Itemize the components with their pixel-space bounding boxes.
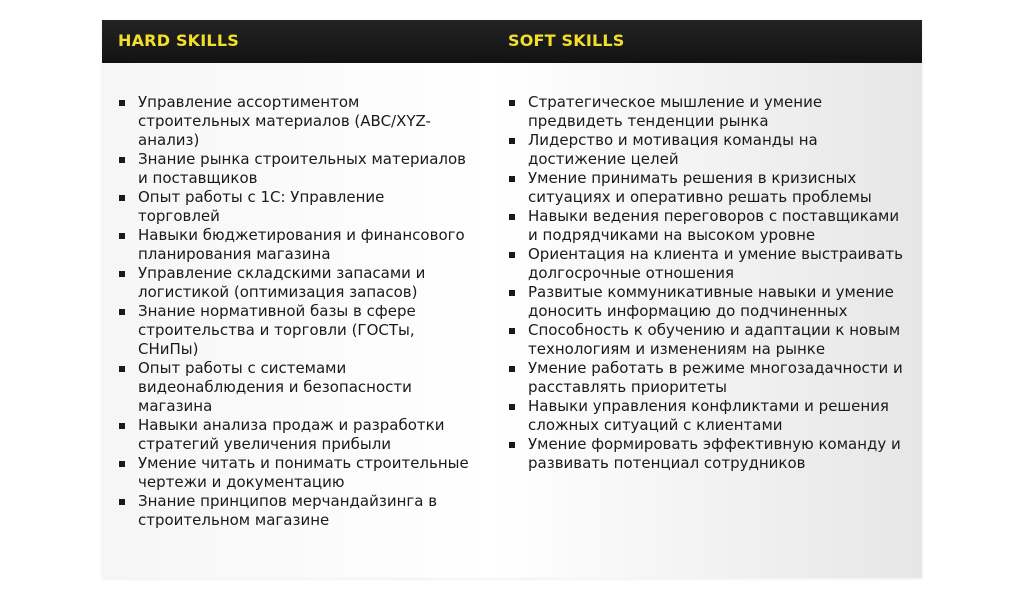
soft-skill-item: Умение формировать эффективную команду и развивать потенциал сотрудников <box>508 435 908 473</box>
hard-skill-item: Знание нормативной базы в сфере строительства и торговли (ГОСТы, СНиПы) <box>118 302 470 359</box>
soft-skill-item: Способность к обучению и адаптации к новым технологиям и изменениям на рынке <box>508 321 908 359</box>
skills-card <box>102 20 922 578</box>
hard-skill-item: Навыки анализа продаж и разработки стратегий увеличения прибыли <box>118 416 470 454</box>
hard-skills-list <box>118 93 470 530</box>
soft-skill-item: Развитые коммуникативные навыки и умение доносить информацию до подчиненных <box>508 283 908 321</box>
soft-skill-item: Ориентация на клиента и умение выстраивать долгосрочные отношения <box>508 245 908 283</box>
soft-skill-item: Лидерство и мотивация команды на достижение целей <box>508 131 908 169</box>
hard-skill-item: Управление складскими запасами и логистикой (оптимизация запасов) <box>118 264 470 302</box>
hard-skill-item: Управление ассортиментом строительных материалов (ABC/XYZ-анализ) <box>118 93 470 150</box>
soft-skill-item: Умение принимать решения в кризисных ситуациях и оперативно решать проблемы <box>508 169 908 207</box>
skills-header <box>102 20 922 63</box>
hard-skill-item: Знание рынка строительных материалов и поставщиков <box>118 150 470 188</box>
hard-skills-title: HARD SKILLS <box>118 31 239 50</box>
soft-skill-item: Умение работать в режиме многозадачности и расставлять приоритеты <box>508 359 908 397</box>
soft-skills-list <box>508 93 908 473</box>
hard-skill-item: Опыт работы с 1С: Управление торговлей <box>118 188 470 226</box>
soft-skill-item: Навыки управления конфликтами и решения сложных ситуаций с клиентами <box>508 397 908 435</box>
hard-skill-item: Опыт работы с системами видеонаблюдения и безопасности магазина <box>118 359 470 416</box>
hard-skill-item: Навыки бюджетирования и финансового планирования магазина <box>118 226 470 264</box>
hard-skill-item: Знание принципов мерчандайзинга в строительном магазине <box>118 492 470 530</box>
soft-skill-item: Стратегическое мышление и умение предвидеть тенденции рынка <box>508 93 908 131</box>
soft-skills-title: SOFT SKILLS <box>508 31 625 50</box>
soft-skill-item: Навыки ведения переговоров с поставщиками и подрядчиками на высоком уровне <box>508 207 908 245</box>
hard-skill-item: Умение читать и понимать строительные чертежи и документацию <box>118 454 470 492</box>
